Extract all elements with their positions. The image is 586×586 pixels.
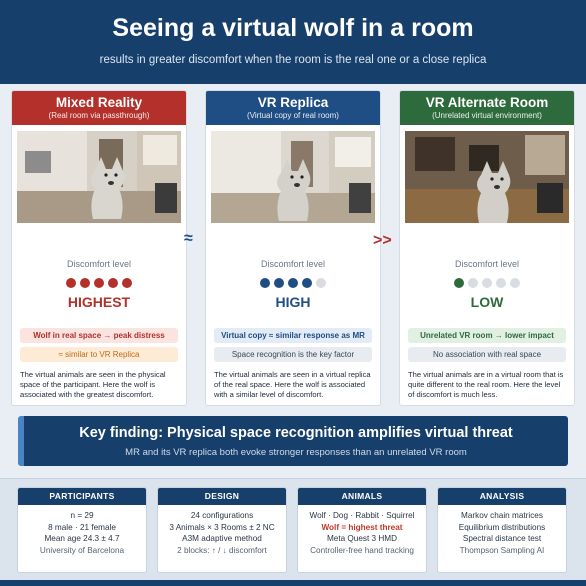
discomfort-dot-filled bbox=[288, 278, 298, 288]
box-title: ANALYSIS bbox=[438, 488, 566, 505]
box-line: n = 29 bbox=[70, 511, 94, 520]
box-title: PARTICIPANTS bbox=[18, 488, 146, 505]
discomfort-dot-empty bbox=[468, 278, 478, 288]
box-line: 2 blocks: ↑ / ↓ discomfort bbox=[177, 545, 267, 555]
discomfort-dot-filled bbox=[260, 278, 270, 288]
card-description: The virtual animals are seen in the physical space of the participant. Here the wolf is associated with the greatest discomfort. bbox=[20, 370, 166, 399]
box-line: 8 male · 21 female bbox=[48, 522, 116, 532]
card-header bbox=[12, 91, 186, 125]
secondary-pill: No association with real space bbox=[408, 347, 566, 362]
box-line: Thompson Sampling AI bbox=[459, 545, 545, 555]
discomfort-dots bbox=[12, 278, 186, 288]
box-line: Markov chain matrices bbox=[461, 511, 543, 520]
key-finding-title: Key finding: Physical space recognition amplifies virtual threat bbox=[79, 425, 513, 441]
primary-pill: Wolf in real space → peak distress bbox=[20, 328, 178, 343]
card-subtitle: (Real room via passthrough) bbox=[48, 111, 150, 120]
discomfort-dot-filled bbox=[108, 278, 118, 288]
key-finding-banner bbox=[18, 416, 568, 466]
condition-card-vr-alternate bbox=[399, 90, 575, 406]
discomfort-dot-filled bbox=[66, 278, 76, 288]
box-line: Wolf · Dog · Rabbit · Squirrel bbox=[309, 511, 415, 520]
secondary-pill: ≈ similar to VR Replica bbox=[20, 347, 178, 362]
key-finding-subtitle: MR and its VR replica both evoke stronger responses than an unrelated VR room bbox=[125, 447, 467, 458]
box-line: University of Barcelona bbox=[39, 545, 125, 555]
box-line: 24 configurations bbox=[190, 511, 254, 520]
secondary-pill: Space recognition is the key factor bbox=[214, 347, 372, 362]
header-banner bbox=[0, 0, 586, 84]
box-line: Controller-free hand tracking bbox=[310, 545, 414, 555]
card-title: Mixed Reality bbox=[55, 95, 143, 110]
discomfort-level: HIGH bbox=[275, 294, 311, 310]
discomfort-dot-empty bbox=[482, 278, 492, 288]
discomfort-level: HIGHEST bbox=[67, 294, 131, 310]
box-title: ANIMALS bbox=[298, 488, 426, 505]
approx-equal-separator: ≈ bbox=[184, 230, 193, 247]
card-description: The virtual animals are seen in a virtual replica of the real space. Here the wolf is associated with a similar level of discomfort. bbox=[214, 370, 371, 399]
page-subtitle: results in greater discomfort when the room is the real one or a close replica bbox=[99, 54, 487, 66]
card-header bbox=[400, 91, 574, 125]
analysis-box bbox=[437, 487, 567, 573]
discomfort-dot-filled bbox=[122, 278, 132, 288]
discomfort-dot-filled bbox=[274, 278, 284, 288]
discomfort-dot-filled bbox=[302, 278, 312, 288]
card-title: VR Alternate Room bbox=[425, 95, 549, 110]
card-title: VR Replica bbox=[257, 95, 329, 110]
discomfort-dot-empty bbox=[510, 278, 520, 288]
discomfort-dot-filled bbox=[80, 278, 90, 288]
discomfort-dots bbox=[206, 278, 380, 288]
discomfort-label: Discomfort level bbox=[66, 259, 131, 269]
card-description: The virtual animals are in a virtual room that is quite different to the real room. Here the level of discomfort is much less. bbox=[408, 370, 564, 399]
box-line-highlight: Wolf = highest threat bbox=[321, 522, 403, 532]
discomfort-dot-empty bbox=[316, 278, 326, 288]
discomfort-dot-filled bbox=[94, 278, 104, 288]
discomfort-dot-empty bbox=[496, 278, 506, 288]
box-line: Mean age 24.3 ± 4.7 bbox=[44, 534, 120, 543]
discomfort-label: Discomfort level bbox=[260, 259, 325, 269]
card-subtitle: (Virtual copy of real room) bbox=[247, 111, 339, 120]
box-line: Equilibrium distributions bbox=[458, 522, 546, 532]
info-section bbox=[0, 478, 586, 586]
condition-card-mixed-reality bbox=[11, 90, 187, 406]
discomfort-level: LOW bbox=[470, 294, 504, 310]
design-box bbox=[157, 487, 287, 573]
box-line: Meta Quest 3 HMD bbox=[326, 534, 398, 543]
card-subtitle: (Unrelated virtual environment) bbox=[432, 111, 542, 120]
box-line: Spectral distance test bbox=[462, 534, 542, 543]
primary-pill: Unrelated VR room → lower impact bbox=[408, 328, 566, 343]
footer-bar bbox=[0, 580, 586, 586]
animals-box bbox=[297, 487, 427, 573]
condition-card-vr-replica bbox=[205, 90, 381, 406]
card-header bbox=[206, 91, 380, 125]
scene-image-real-room bbox=[17, 131, 181, 223]
discomfort-label: Discomfort level bbox=[454, 259, 519, 269]
participants-box bbox=[17, 487, 147, 573]
discomfort-dots bbox=[400, 278, 574, 288]
scene-image-vr-replica bbox=[211, 131, 375, 223]
box-line: 3 Animals × 3 Rooms ± 2 NC bbox=[169, 522, 275, 532]
box-line: A3M adaptive method bbox=[182, 534, 262, 543]
page-title: Seeing a virtual wolf in a room bbox=[112, 14, 474, 42]
primary-pill: Virtual copy ≈ similar response as MR bbox=[214, 328, 372, 343]
box-title: DESIGN bbox=[158, 488, 286, 505]
greater-than-separator: >> bbox=[373, 232, 392, 249]
discomfort-dot-filled bbox=[454, 278, 464, 288]
scene-image-vr-alternate bbox=[405, 131, 569, 223]
